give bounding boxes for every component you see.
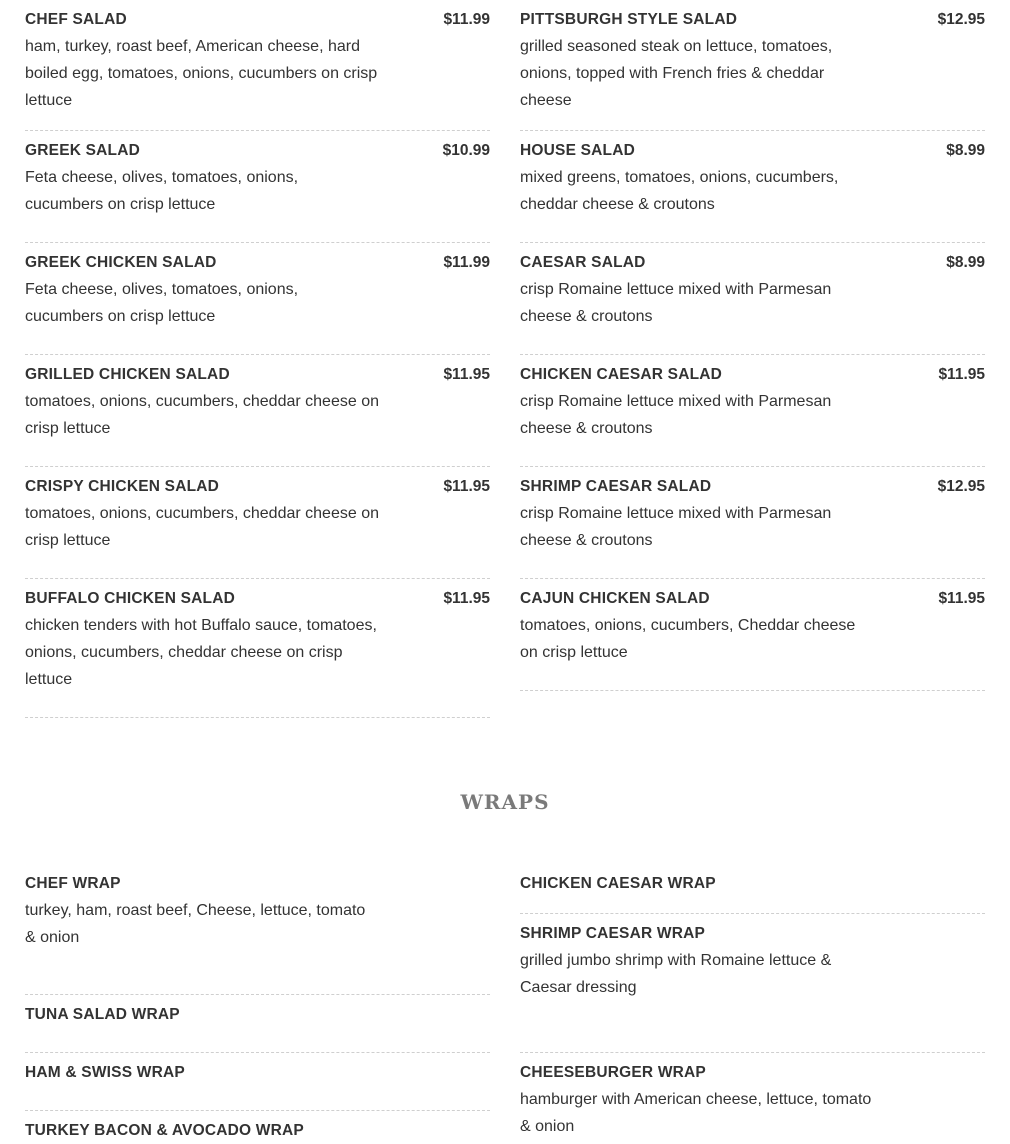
- item-price: $8.99: [946, 142, 985, 159]
- item-name: TUNA SALAD WRAP: [25, 1006, 180, 1023]
- item-price: $11.95: [938, 366, 985, 383]
- wraps-right-column: [520, 864, 985, 1144]
- item-name: HOUSE SALAD: [520, 142, 636, 159]
- menu-item: [25, 243, 490, 355]
- item-price: $11.95: [443, 478, 490, 495]
- item-description: turkey, ham, roast beef, Cheese, lettuce, tomato & onion: [25, 902, 366, 946]
- item-description: Feta cheese, olives, tomatoes, onions, cucumbers on crisp lettuce: [25, 169, 299, 213]
- menu-item: [520, 579, 985, 691]
- salads-left-column: [25, 0, 490, 718]
- item-price: $11.95: [443, 590, 490, 607]
- salads-right-column: [520, 0, 985, 691]
- menu-item: [25, 579, 490, 718]
- item-price: $8.99: [946, 254, 985, 271]
- menu-item: [25, 355, 490, 467]
- item-name: CAESAR SALAD: [520, 254, 646, 271]
- menu-item: [25, 131, 490, 243]
- item-name: CHEF SALAD: [25, 11, 127, 28]
- item-description: grilled jumbo shrimp with Romaine lettuce & Caesar dressing: [520, 952, 832, 996]
- item-name: PITTSBURGH STYLE SALAD: [520, 11, 738, 28]
- item-price: $11.99: [443, 11, 490, 28]
- item-price: $10.99: [442, 142, 490, 159]
- item-description: crisp Romaine lettuce mixed with Parmesan cheese & croutons: [520, 393, 832, 437]
- item-name: TURKEY BACON & AVOCADO WRAP: [25, 1122, 304, 1139]
- section-title-wraps: WRAPS: [460, 790, 550, 814]
- menu-item: [520, 1053, 985, 1144]
- item-name: SHRIMP CAESAR SALAD: [520, 478, 712, 495]
- item-description: crisp Romaine lettuce mixed with Parmesan cheese & croutons: [520, 505, 832, 549]
- item-description: tomatoes, onions, cucumbers, Cheddar cheese on crisp lettuce: [520, 617, 856, 661]
- item-description: grilled seasoned steak on lettuce, tomatoes, onions, topped with French fries & cheddar cheese: [520, 38, 833, 109]
- item-price: $11.95: [443, 366, 490, 383]
- menu-item: [520, 243, 985, 355]
- item-name: HAM & SWISS WRAP: [25, 1064, 185, 1081]
- menu-item: [25, 467, 490, 579]
- item-description: mixed greens, tomatoes, onions, cucumbers, cheddar cheese & croutons: [520, 169, 839, 213]
- menu-item: [25, 864, 490, 995]
- item-description: hamburger with American cheese, lettuce, tomato & onion: [520, 1091, 872, 1135]
- item-name: SHRIMP CAESAR WRAP: [520, 925, 706, 942]
- menu-item: [520, 131, 985, 243]
- item-name: CRISPY CHICKEN SALAD: [25, 478, 220, 495]
- item-price: $11.99: [443, 254, 490, 271]
- item-description: tomatoes, onions, cucumbers, cheddar cheese on crisp lettuce: [25, 505, 379, 549]
- item-description: chicken tenders with hot Buffalo sauce, tomatoes, onions, cucumbers, cheddar cheese on crisp lettuce: [25, 617, 377, 688]
- item-name: CHEESEBURGER WRAP: [520, 1064, 706, 1081]
- menu-item: [520, 467, 985, 579]
- item-name: CAJUN CHICKEN SALAD: [520, 590, 710, 607]
- item-description: Feta cheese, olives, tomatoes, onions, cucumbers on crisp lettuce: [25, 281, 299, 325]
- item-description: ham, turkey, roast beef, American cheese, hard boiled egg, tomatoes, onions, cucumbers on crisp lettuce: [25, 38, 378, 109]
- item-name: GREEK CHICKEN SALAD: [25, 254, 217, 271]
- item-name: GREEK SALAD: [25, 142, 141, 159]
- item-description: crisp Romaine lettuce mixed with Parmesan cheese & croutons: [520, 281, 832, 325]
- menu-item: [520, 914, 985, 1053]
- menu-item: [25, 0, 490, 131]
- item-name: CHICKEN CAESAR SALAD: [520, 366, 723, 383]
- menu-item: [25, 1111, 490, 1144]
- item-price: $12.95: [937, 478, 985, 495]
- item-name: GRILLED CHICKEN SALAD: [25, 366, 230, 383]
- item-description: tomatoes, onions, cucumbers, cheddar cheese on crisp lettuce: [25, 393, 379, 437]
- menu-item: [520, 355, 985, 467]
- item-price: $12.95: [937, 11, 985, 28]
- wraps-left-column: [25, 864, 490, 1144]
- menu-item: [25, 1053, 490, 1111]
- item-name: CHICKEN CAESAR WRAP: [520, 875, 716, 892]
- item-name: BUFFALO CHICKEN SALAD: [25, 590, 235, 607]
- item-name: CHEF WRAP: [25, 875, 121, 892]
- menu-item: [520, 0, 985, 131]
- menu-item: [25, 995, 490, 1053]
- item-price: $11.95: [938, 590, 985, 607]
- menu-item: [520, 864, 985, 914]
